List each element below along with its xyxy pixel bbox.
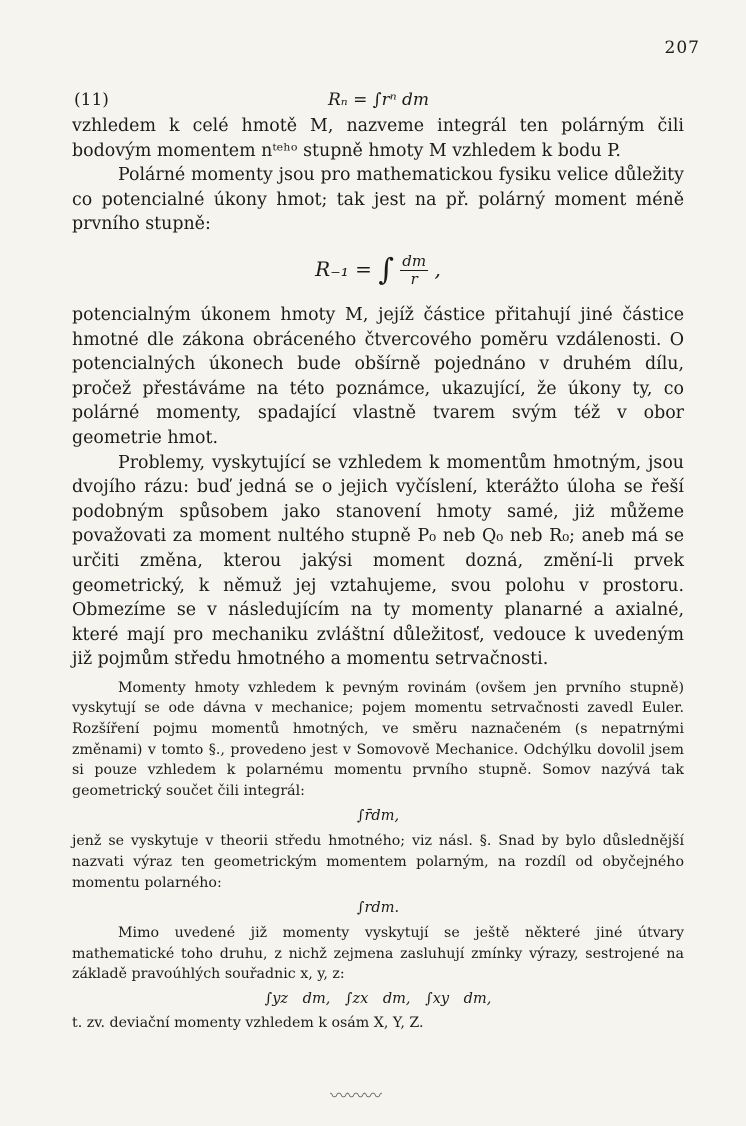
paragraph-2: Polárné momenty jsou pro mathematickou fysiku velice důležity co potencialné úkony hmot; tak jest na př. polárný moment méně prvního stupně: — [72, 165, 684, 235]
fraction-numerator: dm — [402, 251, 427, 270]
note-equation-2: ∫rdm. — [356, 900, 400, 917]
note-equation-1: ∫r̄dm, — [356, 808, 400, 825]
note-paragraph-1: Momenty hmoty vzhledem k pevným rovinám (ovšem jen prvního stupně) vyskytují se ode dávna v mechanice; pojem momentu setrvačnosti zavedl Euler. Rozšíření pojmu momentů hmotných, ve směru naznačeném (s nepatrnými změnami) v tomto §., provedeno jest v Somovově Mechanice. Odchýlku dovolil jsem si pouze vzhledem k polarnému momentu prvního stupně. Somov nazývá tak geometrický součet čili integrál: — [72, 679, 684, 799]
integral-sign: ∫ — [378, 252, 394, 288]
main-text — [72, 84, 684, 1034]
fraction — [400, 253, 428, 288]
paragraph-1: vzhledem k celé hmotě M, nazveme integrál ten polárným čili bodovým momentem nᵗᵉʰᵒ stupně hmoty M vzhledem k bodu P. — [72, 116, 684, 161]
note-equation-3: ∫yz dm, ∫zx dm, ∫xy dm, — [264, 991, 492, 1007]
equation-formula: Rₙ = ∫rⁿ dm — [328, 90, 430, 110]
decorative-squiggle: 〰〰〰 — [330, 1086, 381, 1107]
equation-11 — [72, 84, 684, 114]
page-number: 207 — [664, 38, 700, 58]
paragraph-4: Problemy, vyskytující se vzhledem k momentům hmotným, jsou dvojího rázu: buď jedná se o jejich vyčíslení, kterážto úloha se řeší podobným spůsobem jako stanovení hmoty samé, jiż můžeme považovati za moment nultého stupně P₀ neb Q₀ neb R₀; aneb má se určiti změna, kterou jakýsi moment dozná, změní-li prvek geometrický, k němuž jej vztahujeme, svou polohu v prostoru. Obmezíme se v následujícím na ty momenty planarné a axialné, které mají pro mechaniku zvláštní důležitosť, vedouce k uvedeným již pojmům středu hmotného a momentu setrvačnosti. — [72, 452, 684, 670]
note-paragraph-2: jenž se vyskytuje v theorii středu hmotného; viz násl. §. Snad by bylo důslednější nazvati výraz ten geometrickým momentem polarným, na rozdíl od obyčejného momentu polarného: — [72, 833, 684, 891]
paragraph-3: potencialným úkonem hmoty M, jejíž částice přitahují jiné částice hmotné dle zákona obráceného čtvercového poměru vzdálenosti. O potencialných úkonech bude obšírně pojednáno v druhém dílu, pročež přestáváme na této poznámce, ukazující, že úkony ty, co polárné momenty, spadající vlastně tvarem svým též v obor geometrie hmot. — [72, 304, 684, 448]
note-paragraph-4: t. zv. deviační momenty vzhledem k osám X, Y, Z. — [72, 1015, 424, 1031]
equation-lhs: R₋₁ = — [315, 256, 372, 281]
note-paragraph-3: Mimo uvedené již momenty vyskytují se ještě některé jiné útvary mathematické toho druhu, z nichž zejmena zasluhují zmínky výrazy, sestrojené na základě pravoúhlých souřadnic x, y, z: — [72, 925, 684, 983]
equation-comma: , — [434, 256, 441, 281]
footnote-block — [72, 678, 684, 1034]
fraction-denominator: r — [410, 269, 418, 288]
display-equation — [72, 249, 684, 289]
equation-number: (11) — [74, 90, 109, 110]
